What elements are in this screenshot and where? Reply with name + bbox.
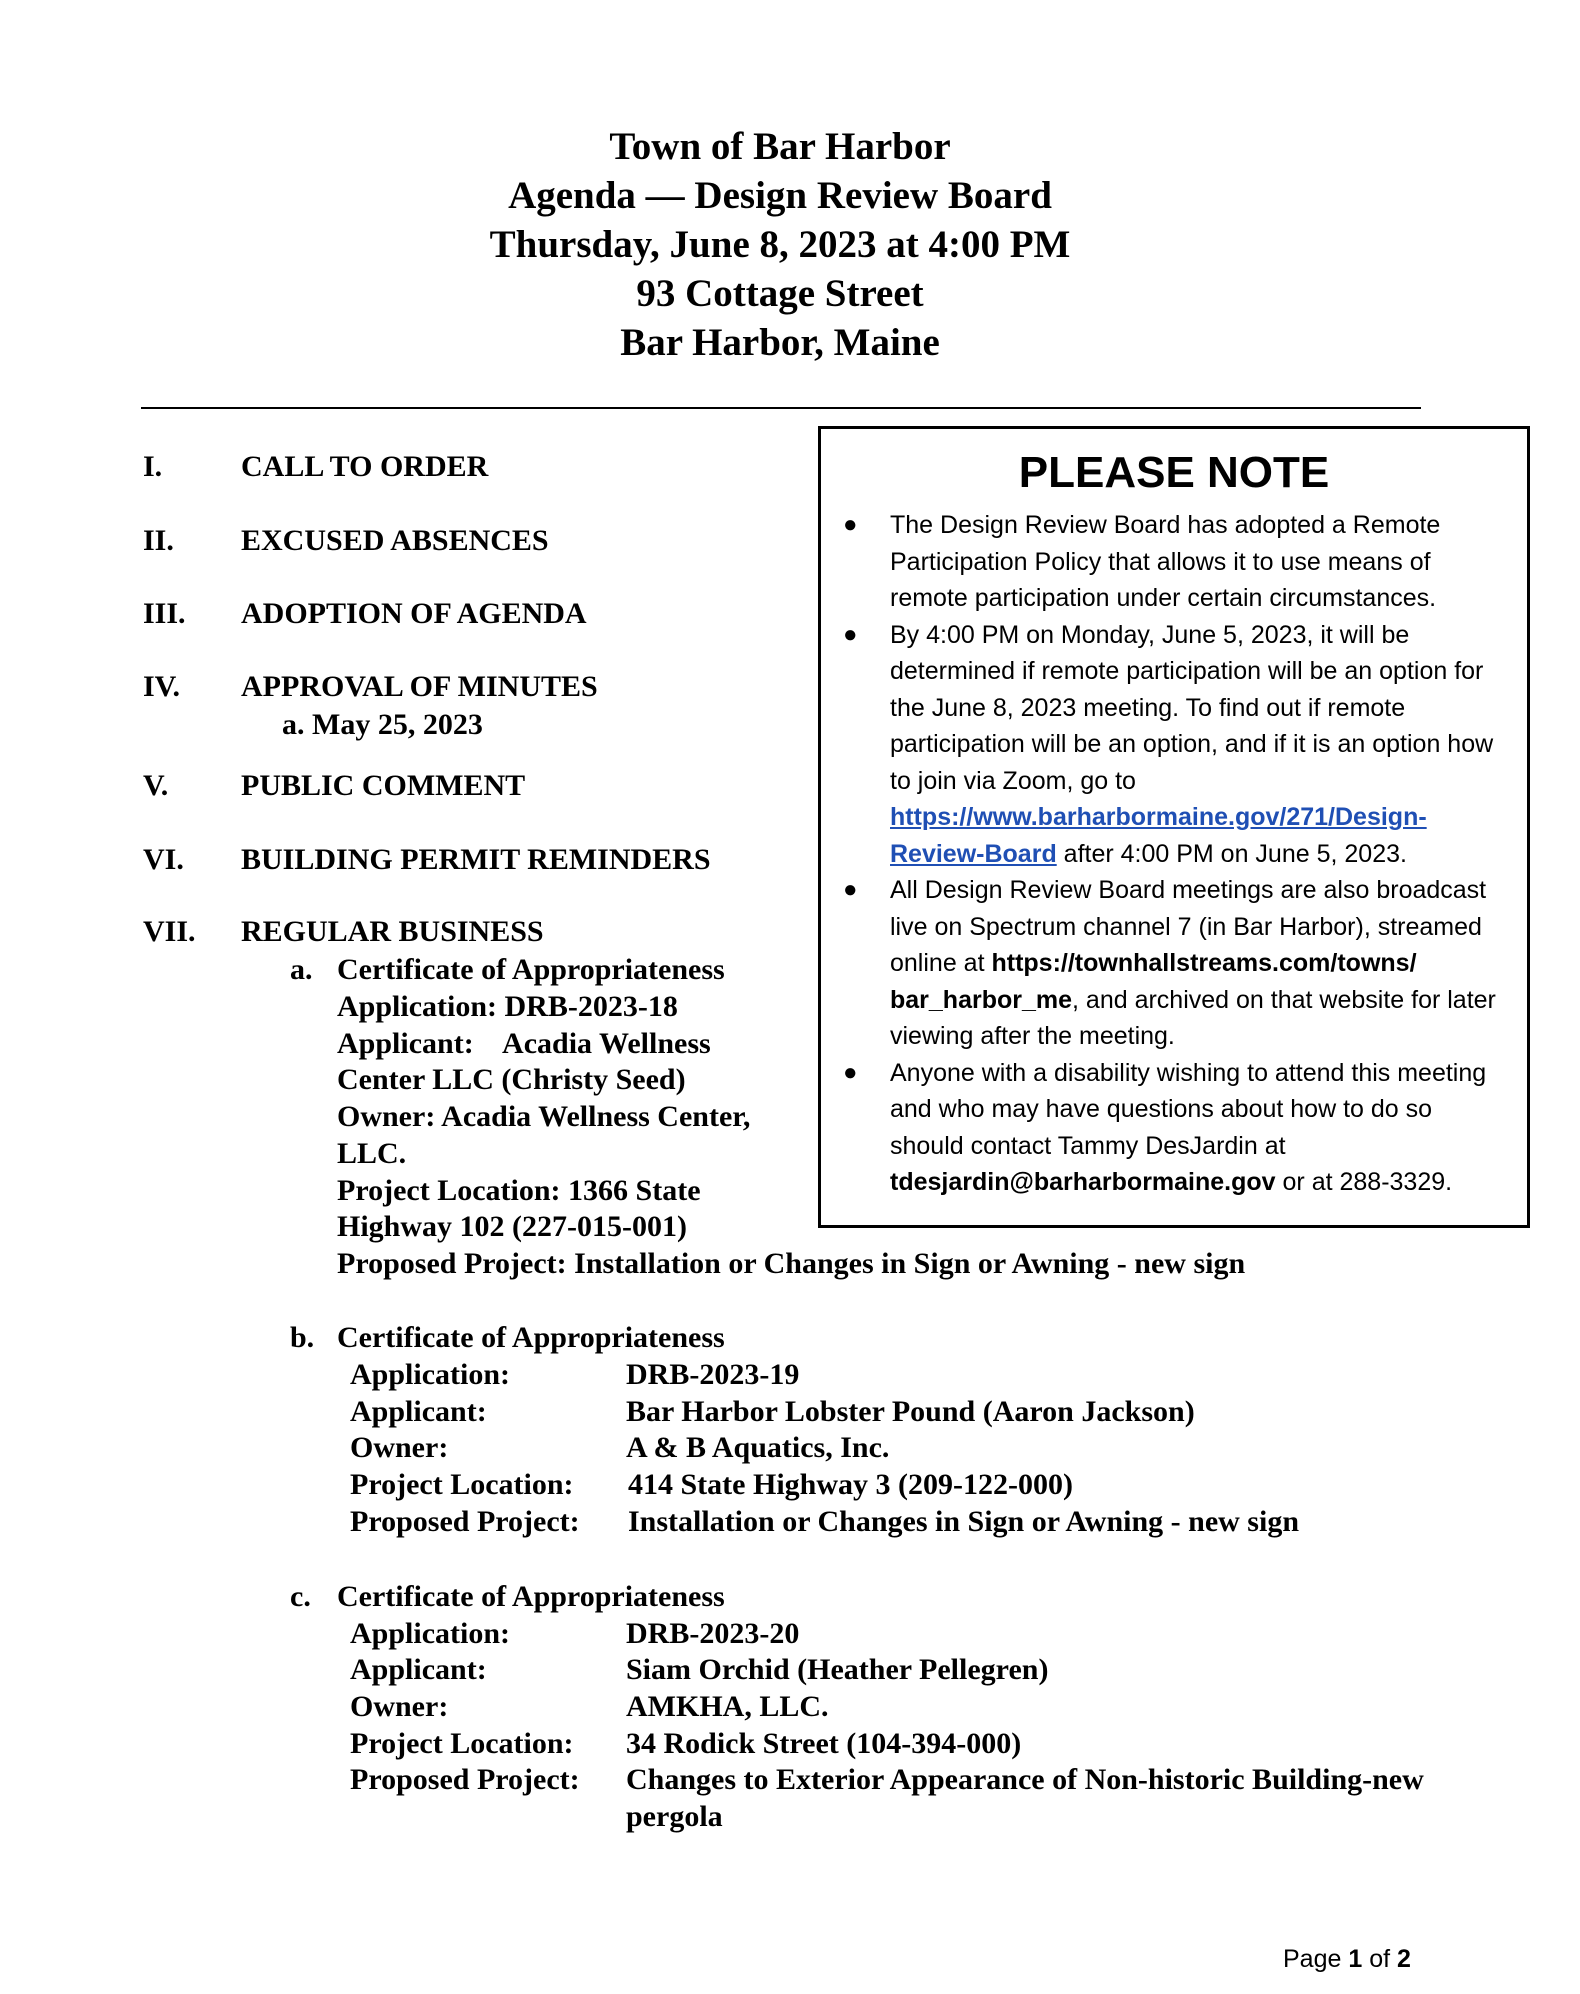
field-label: Proposed Project: — [350, 1505, 580, 1538]
townhallstreams-url: https://townhallstreams.com/towns/ bar_harbor_me — [890, 949, 1417, 1014]
note-text: All Design Review Board meetings are also broadcast live on Spectrum channel 7 (in Bar Harbor), streamed online at — [890, 876, 1487, 977]
application-title: Certificate of Appropriateness — [337, 1321, 725, 1354]
field-value: 34 Rodick Street (104-394-000) — [626, 1727, 1022, 1760]
header-town: Town of Bar Harbor — [609, 125, 951, 168]
section-title: REGULAR BUSINESS — [241, 915, 544, 948]
total-pages: 2 — [1397, 1945, 1411, 1973]
please-note-box — [818, 426, 1530, 1228]
please-note-list — [821, 507, 1527, 1201]
header-date-time: Thursday, June 8, 2023 at 4:00 PM — [489, 223, 1071, 266]
application-line: Certificate of Appropriateness — [337, 953, 725, 986]
section-number: VI. — [143, 843, 184, 876]
field-value: 414 State Highway 3 (209-122-000) — [628, 1468, 1073, 1501]
section-title: ADOPTION OF AGENDA — [241, 597, 587, 630]
document-header — [0, 122, 1560, 367]
note-text: or at 288-3329. — [1275, 1168, 1453, 1196]
field-value: DRB-2023-19 — [626, 1358, 800, 1391]
please-note-title: PLEASE NOTE — [1018, 448, 1330, 497]
field-value-continuation: pergola — [626, 1800, 723, 1833]
field-value: DRB-2023-20 — [626, 1617, 800, 1650]
note-text: after 4:00 PM on June 5, 2023. — [1056, 839, 1407, 868]
bullet-icon: ● — [843, 511, 858, 538]
field-value: Bar Harbor Lobster Pound (Aaron Jackson) — [626, 1395, 1195, 1428]
page-word: Page — [1283, 1945, 1342, 1973]
note-text: Anyone with a disability wishing to attend this meeting and who may have questions about how to do so should contact Tammy DesJardin at — [890, 1058, 1487, 1160]
note-text: The Design Review Board has adopted a Remote Participation Policy that allows it to use means of remote participation under certain circumstances. — [890, 511, 1441, 612]
field-label: Owner: — [350, 1690, 449, 1723]
application-letter: a. — [290, 953, 313, 986]
field-value: A & B Aquatics, Inc. — [626, 1431, 890, 1464]
application-title: Certificate of Appropriateness — [337, 1580, 725, 1613]
note-bullet — [821, 872, 1527, 1055]
header-divider — [141, 407, 1421, 409]
application-line: Owner: Acadia Wellness Center, — [337, 1100, 751, 1133]
note-bullet — [821, 507, 1527, 617]
field-label: Owner: — [350, 1431, 449, 1464]
section-number: IV. — [143, 670, 180, 703]
of-word: of — [1369, 1945, 1391, 1973]
field-label: Application: — [350, 1617, 511, 1650]
application-letter: c. — [290, 1580, 311, 1613]
application-line: Highway 102 (227-015-001) — [337, 1210, 687, 1243]
section-title: CALL TO ORDER — [241, 450, 489, 483]
field-value: Siam Orchid (Heather Pellegren) — [626, 1653, 1049, 1686]
application-line: Application: DRB-2023-18 — [337, 990, 678, 1023]
application-line: Proposed Project: Installation or Changes in Sign or Awning - new sign — [337, 1247, 1246, 1280]
field-label: Applicant: — [350, 1653, 487, 1686]
header-agenda-title: Agenda — Design Review Board — [508, 174, 1052, 217]
section-number: III. — [143, 597, 186, 630]
note-bullet — [821, 1055, 1527, 1201]
header-city: Bar Harbor, Maine — [620, 321, 940, 364]
contact-email: tdesjardin@barharbormaine.gov — [890, 1168, 1276, 1196]
section-title: BUILDING PERMIT REMINDERS — [241, 843, 711, 876]
field-value: Changes to Exterior Appearance of Non-historic Building-new — [626, 1763, 1424, 1796]
section-title: APPROVAL OF MINUTES — [241, 670, 598, 703]
section-number: VII. — [143, 915, 196, 948]
field-value: Installation or Changes in Sign or Awning - new sign — [628, 1505, 1300, 1538]
section-title: PUBLIC COMMENT — [241, 769, 526, 802]
field-label: Application: — [350, 1358, 511, 1391]
field-label: Project Location: — [350, 1468, 574, 1501]
bullet-icon: ● — [843, 1058, 858, 1086]
field-label: Applicant: — [350, 1395, 487, 1428]
section-number: I. — [143, 450, 163, 483]
minutes-item: a. May 25, 2023 — [282, 708, 483, 741]
application-line: LLC. — [337, 1137, 407, 1170]
application-line: Center LLC (Christy Seed) — [337, 1063, 686, 1096]
field-label: Proposed Project: — [350, 1763, 580, 1796]
application-line: Project Location: 1366 State — [337, 1174, 701, 1207]
current-page: 1 — [1348, 1945, 1363, 1973]
application-line: Applicant: Acadia Wellness — [337, 1027, 711, 1060]
page-number — [1283, 1945, 1411, 1974]
note-bullet — [821, 617, 1527, 873]
section-number: V. — [143, 769, 169, 802]
application-letter: b. — [290, 1321, 315, 1354]
section-title: EXCUSED ABSENCES — [241, 524, 549, 557]
field-value: AMKHA, LLC. — [626, 1690, 829, 1723]
section-number: II. — [143, 524, 174, 557]
bullet-icon: ● — [843, 876, 858, 903]
bullet-icon: ● — [843, 620, 858, 648]
header-address: 93 Cottage Street — [636, 272, 924, 315]
design-review-board-link[interactable]: https://www.barharbormaine.gov/271/Design-Review-Board — [890, 803, 1427, 868]
note-text: , and archived on that website for later viewing after the meeting. — [890, 985, 1496, 1050]
note-text: By 4:00 PM on Monday, June 5, 2023, it will be determined if remote participation will be an option for the June 8, 2023 meeting. To find out if remote participation will be an option, and if it is an option how to join via Zoom, go to — [890, 620, 1494, 795]
field-label: Project Location: — [350, 1727, 574, 1760]
